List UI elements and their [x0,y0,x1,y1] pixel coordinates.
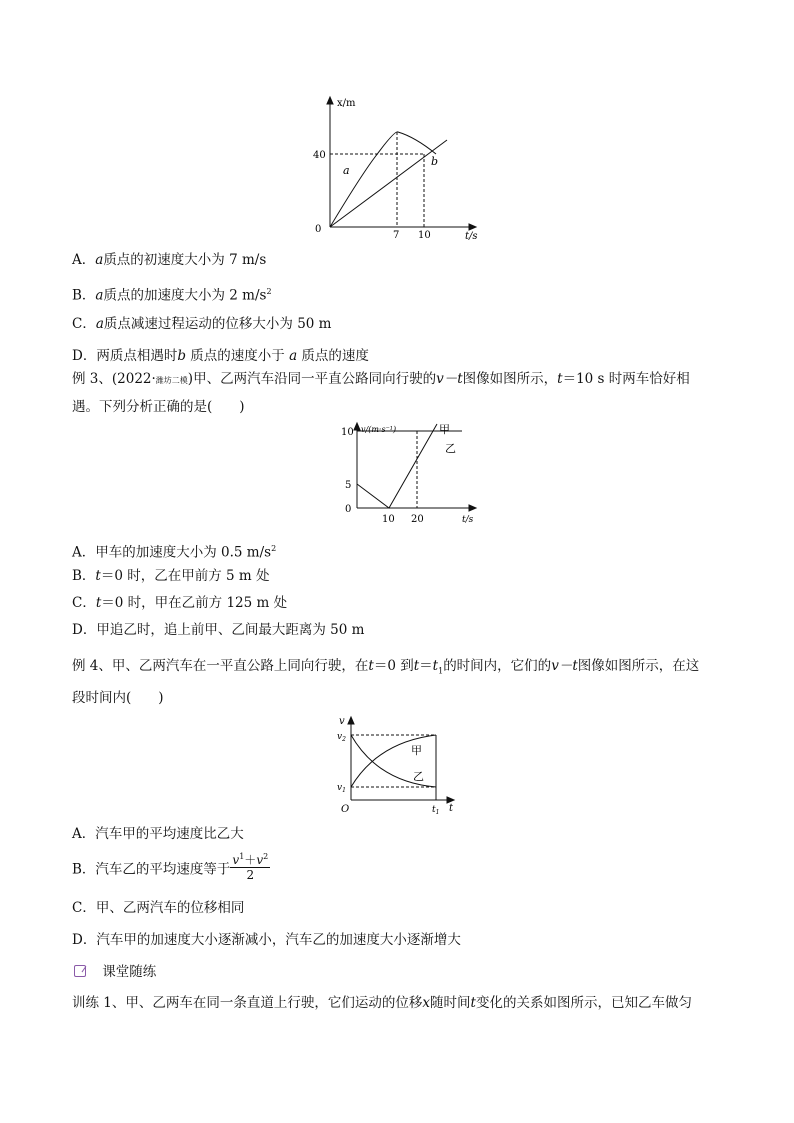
var-b: b [177,348,186,364]
option-text: A．汽车甲的平均速度比乙大 [72,826,244,842]
option-c [72,315,331,333]
figure-2-vt-graph [335,420,485,532]
option-text: 质点的初速度大小为 7 m/s [103,252,267,268]
option-text: C．甲、乙两汽车的位移相同 [72,900,245,916]
stem-text: 变化的关系如图所示，已知乙车做匀 [475,995,692,1011]
line-b [330,140,447,227]
curve-a [330,132,439,227]
option-text: 质点的加速度大小为 2 m/s [103,287,267,304]
line-b-label: b [431,155,439,168]
fraction-denominator: 2 [246,868,255,882]
y-axis-label: v [339,716,345,727]
var-a: a [95,287,104,304]
y-axis-arrow [327,97,333,104]
stem-text: ＝10 s 时两车恰好相 [562,371,690,387]
option-text-mid: 质点的速度小于 [185,348,290,364]
series-jia-label: 甲 [439,423,450,436]
var-t: t [413,658,420,674]
y-tick-5: 5 [345,480,352,491]
superscript: 2 [271,544,277,553]
stem-text: 例 4、甲、乙两汽车在一平直公路上同向行驶，在 [72,658,369,674]
stem-text: ＝ [419,658,433,674]
x-axis-label: t/s [465,231,478,242]
var-t: t [368,658,374,674]
option-prefix: B． [72,287,96,304]
x-tick-20: 20 [411,514,424,525]
var-t: t [95,595,102,611]
x-tick-10: 10 [382,514,395,525]
series-jia-line [357,424,437,508]
series-yi-label: 乙 [445,442,456,455]
option-text: A．甲车的加速度大小为 0.5 m/s [72,544,272,561]
option-d [72,347,369,365]
stem-text: 例 3、(2022· [72,371,156,387]
stem-text: 随时间 [430,995,471,1011]
subscript: 1 [438,666,444,676]
section-title: 课堂随练 [102,964,157,980]
var-vt: v－t [436,371,463,387]
tick-v1: $v_1$ [337,783,346,794]
option-b [72,852,270,882]
series-jia-label: 甲 [411,744,422,757]
option-a [72,540,276,562]
figure-3-vt-graph [333,712,463,816]
option-text: B．汽车乙的平均速度等于 [72,861,231,878]
stem-text: 训练 1、甲、乙两车在同一条直道上行驶，它们运动的位移 [72,995,423,1011]
x-axis-label: t [449,803,454,814]
x-tick-10: 10 [418,230,431,241]
option-text: D．甲追乙时，追上前甲、乙间最大距离为 50 m [72,622,365,638]
y-axis-arrow [354,423,360,430]
var-t: t [432,658,439,674]
option-prefix: C． [72,316,96,332]
y-tick-0: 0 [345,504,352,515]
option-text: 质点的速度 [297,348,369,364]
var-t: t [470,995,476,1011]
option-text: D．汽车甲的加速度大小逐渐减小，汽车乙的加速度大小逐渐增大 [72,932,461,948]
option-a [72,825,244,843]
option-b [72,567,270,585]
example-3-stem [72,366,724,421]
option-prefix: B． [72,568,96,584]
option-prefix: D．两质点相遇时 [72,348,178,364]
y-tick-40: 40 [313,150,326,161]
figure-1-xt-graph [305,92,495,242]
x-axis-label: t/s [462,515,474,525]
fraction [230,850,270,882]
var-a: a [95,316,104,332]
x-axis-arrow [469,505,476,511]
option-a [72,251,266,269]
stem-text: 的时间内，它们的 [443,658,552,674]
origin-label: O [341,804,350,815]
y-axis-label: v/(m·s⁻¹) [361,425,397,434]
var-x: x [422,995,431,1011]
option-d [72,621,364,639]
option-text: ＝0 时，甲在乙前方 125 m 处 [101,595,288,611]
stem-text: 图像如图所示， [462,371,558,387]
option-prefix: A． [72,252,96,268]
x-axis-arrow [469,224,476,230]
option-text: 质点减速过程运动的位移大小为 50 m [103,316,332,332]
superscript: 2 [266,287,272,296]
section-heading [74,963,156,981]
edit-icon [74,965,86,977]
var-vt: v－t [551,658,578,674]
option-c [72,594,287,612]
option-b [72,283,272,305]
option-prefix: C． [72,595,96,611]
example-4-stem [72,653,724,712]
x-tick-7: 7 [393,230,400,241]
stem-text: 遇。下列分析正确的是( ) [72,399,245,415]
y-axis-arrow [348,717,354,724]
var-a: a [95,252,104,268]
tick-t1: $t_1$ [432,805,440,816]
option-c [72,899,244,917]
origin-label: 0 [315,224,322,235]
stem-text: ＝0 到 [373,658,414,674]
var-t: t [557,371,563,387]
tick-v2: $v_2$ [337,732,346,743]
stem-text: 段时间内( ) [72,689,164,706]
training-1-stem [72,994,692,1012]
series-yi-label: 乙 [413,770,424,783]
stem-text: )甲、乙两汽车沿同一平直公路同向行驶的 [187,371,437,387]
y-axis-label: x/m [337,98,356,109]
fraction-numerator: $v^1+v^2$ [232,852,269,867]
option-text: ＝0 时，乙在甲前方 5 m 处 [100,568,270,584]
curve-a-label: a [343,164,350,177]
var-a: a [289,348,298,364]
option-d [72,931,461,949]
source-label: 潍坊二模 [155,376,188,385]
y-tick-10: 10 [341,427,354,438]
stem-text: 图像如图所示，在这 [577,658,700,674]
var-t: t [95,568,101,584]
